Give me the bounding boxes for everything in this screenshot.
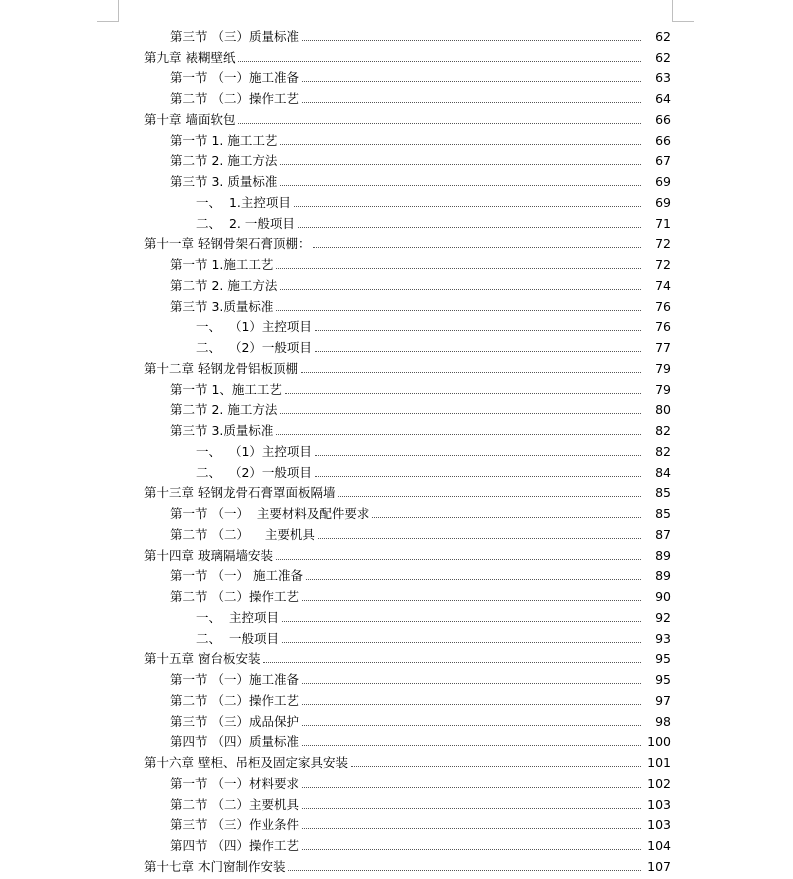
toc-entry-page-number: 69	[655, 194, 671, 210]
toc-entry-page-number: 93	[655, 630, 671, 646]
toc-entry[interactable]	[0, 44, 671, 65]
toc-entry-page-number: 76	[655, 319, 671, 335]
toc-entry[interactable]	[0, 417, 671, 438]
toc-entry-label: 第一节 1.施工工艺	[170, 257, 274, 272]
dot-leader	[280, 164, 641, 165]
toc-entry-label: 二、 （2）一般项目	[196, 340, 312, 355]
dot-leader	[276, 434, 641, 435]
toc-entry-label: 第四节 （四）质量标准	[170, 734, 299, 750]
toc-entry-page-number: 89	[655, 568, 671, 584]
toc-entry[interactable]	[0, 251, 671, 272]
dot-leader	[302, 704, 641, 705]
toc-entry-label: 二、 2. 一般项目	[196, 215, 295, 231]
toc-entry-label: 第十一章 轻钢骨架石膏顶棚：	[144, 236, 311, 252]
toc-entry[interactable]	[0, 604, 671, 625]
toc-entry-page-number: 85	[655, 506, 671, 521]
toc-entry[interactable]	[0, 314, 671, 335]
toc-entry-page-number: 66	[655, 132, 671, 148]
dot-leader	[302, 808, 641, 809]
toc-entry[interactable]	[0, 687, 671, 708]
toc-entry-label: 第十三章 轻钢龙骨石膏罩面板隔墙	[144, 485, 336, 501]
toc-entry[interactable]	[0, 376, 671, 397]
toc-entry-label: 第二节 （二）操作工艺	[170, 589, 299, 604]
toc-entry[interactable]	[0, 749, 671, 770]
toc-entry-page-number: 71	[655, 215, 671, 231]
toc-entry-page-number: 103	[647, 817, 671, 833]
dot-leader	[315, 476, 641, 477]
dot-leader	[280, 185, 641, 186]
toc-entry[interactable]	[0, 459, 671, 480]
toc-entry-label: 第十二章 轻钢龙骨铝板顶棚	[144, 360, 298, 376]
toc-entry-label: 一、 主控项目	[196, 609, 279, 625]
toc-entry-label: 第十六章 壁柜、吊柜及固定家具安装	[144, 755, 348, 770]
toc-entry-page-number: 101	[647, 755, 671, 770]
toc-entry[interactable]	[0, 168, 671, 189]
toc-entry[interactable]	[0, 832, 671, 853]
toc-entry-page-number: 103	[647, 796, 671, 812]
toc-entry[interactable]	[0, 334, 671, 355]
dot-leader	[238, 123, 641, 124]
table-of-contents	[0, 23, 793, 874]
toc-entry[interactable]	[0, 521, 671, 542]
toc-entry[interactable]	[0, 293, 671, 314]
crop-mark-top-right-horizontal	[672, 21, 694, 22]
toc-entry-label: 一、 1.主控项目	[196, 194, 291, 210]
toc-entry-label: 第四节 （四）操作工艺	[170, 838, 299, 853]
toc-entry[interactable]	[0, 791, 671, 812]
toc-entry[interactable]	[0, 272, 671, 293]
toc-entry-page-number: 95	[655, 651, 671, 667]
toc-entry[interactable]	[0, 708, 671, 729]
dot-leader	[276, 559, 641, 560]
toc-entry[interactable]	[0, 666, 671, 687]
dot-leader	[315, 351, 641, 352]
toc-entry[interactable]	[0, 397, 671, 418]
dot-leader	[276, 310, 641, 311]
toc-entry-page-number: 79	[655, 381, 671, 397]
toc-entry-page-number: 79	[655, 360, 671, 376]
toc-entry[interactable]	[0, 65, 671, 86]
toc-entry-label: 第一节 （一）施工准备	[170, 672, 299, 687]
toc-entry-label: 第一节 （一）材料要求	[170, 775, 299, 791]
toc-entry-label: 第十七章 木门窗制作安装	[144, 858, 286, 874]
dot-leader	[302, 81, 641, 82]
toc-entry-label: 第三节 3.质量标准	[170, 298, 274, 314]
dot-leader	[318, 538, 641, 539]
dot-leader	[302, 745, 641, 746]
crop-mark-top-left-horizontal	[97, 21, 119, 22]
toc-entry-page-number: 85	[655, 485, 671, 501]
dot-leader	[306, 579, 641, 580]
toc-entry-label: 第十章 墙面软包	[144, 111, 236, 127]
toc-entry-page-number: 77	[655, 340, 671, 355]
toc-entry-page-number: 67	[655, 153, 671, 169]
dot-leader	[280, 413, 641, 414]
toc-entry-page-number: 84	[655, 464, 671, 480]
dot-leader	[301, 372, 641, 373]
dot-leader	[282, 621, 641, 622]
toc-entry-label: 一、 （1）主控项目	[196, 319, 312, 335]
toc-entry-page-number: 95	[655, 672, 671, 687]
dot-leader	[302, 725, 641, 726]
toc-entry-page-number: 82	[655, 423, 671, 438]
toc-entry-label: 第九章 裱糊壁纸	[144, 49, 236, 65]
toc-entry-page-number: 66	[655, 111, 671, 127]
toc-entry[interactable]	[0, 480, 671, 501]
toc-entry[interactable]	[0, 542, 671, 563]
toc-entry[interactable]	[0, 210, 671, 231]
toc-entry-page-number: 69	[655, 174, 671, 189]
dot-leader	[302, 828, 641, 829]
toc-entry-label: 第十五章 窗台板安装	[144, 651, 261, 667]
dot-leader	[302, 849, 641, 850]
toc-entry-label: 第二节 2. 施工方法	[170, 277, 278, 293]
toc-entry-page-number: 100	[647, 734, 671, 750]
toc-entry[interactable]	[0, 563, 671, 584]
dot-leader	[238, 61, 641, 62]
toc-entry-page-number: 82	[655, 443, 671, 459]
toc-entry-label: 一、 （1）主控项目	[196, 443, 312, 459]
toc-entry[interactable]	[0, 127, 671, 148]
dot-leader	[263, 662, 641, 663]
dot-leader	[302, 40, 641, 41]
toc-entry-page-number: 72	[655, 257, 671, 272]
dot-leader	[351, 766, 641, 767]
dot-leader	[302, 600, 641, 601]
toc-entry-label: 第三节 3. 质量标准	[170, 174, 278, 189]
toc-entry-page-number: 64	[655, 91, 671, 106]
toc-entry-label: 第一节 （一） 主要材料及配件要求	[170, 506, 370, 521]
toc-entry-label: 第二节 （二）操作工艺	[170, 692, 299, 708]
toc-entry[interactable]	[0, 106, 671, 127]
toc-entry[interactable]	[0, 812, 671, 833]
toc-entry-label: 第二节 2. 施工方法	[170, 402, 278, 418]
crop-mark-top-left-vertical	[118, 0, 119, 21]
toc-entry-page-number: 97	[655, 692, 671, 708]
dot-leader	[280, 144, 641, 145]
toc-entry-label: 第三节 （三）作业条件	[170, 817, 299, 833]
dot-leader	[315, 455, 641, 456]
toc-entry-page-number: 102	[647, 775, 671, 791]
toc-entry[interactable]	[0, 23, 671, 44]
toc-entry[interactable]	[0, 770, 671, 791]
toc-entry-page-number: 90	[655, 589, 671, 604]
toc-entry[interactable]	[0, 148, 671, 169]
dot-leader	[338, 496, 641, 497]
dot-leader	[285, 393, 641, 394]
toc-entry[interactable]	[0, 438, 671, 459]
dot-leader	[288, 870, 641, 871]
dot-leader	[372, 517, 641, 518]
toc-entry-page-number: 63	[655, 70, 671, 86]
toc-entry-label: 二、 一般项目	[196, 630, 279, 646]
crop-mark-top-right-vertical	[672, 0, 673, 21]
toc-entry-page-number: 74	[655, 277, 671, 293]
toc-entry-page-number: 62	[655, 49, 671, 65]
toc-entry[interactable]	[0, 500, 671, 521]
toc-entry-label: 第十四章 玻璃隔墙安装	[144, 547, 273, 563]
toc-entry-label: 第三节 3.质量标准	[170, 423, 274, 438]
toc-entry-label: 第二节 （二）主要机具	[170, 796, 299, 812]
toc-entry-page-number: 87	[655, 526, 671, 542]
toc-entry-label: 第三节 （三）质量标准	[170, 28, 299, 44]
toc-entry[interactable]	[0, 646, 671, 667]
dot-leader	[302, 683, 641, 684]
toc-entry[interactable]	[0, 189, 671, 210]
dot-leader	[298, 227, 641, 228]
dot-leader	[280, 289, 641, 290]
toc-entry-page-number: 107	[647, 858, 671, 874]
toc-entry-label: 第一节 1、施工工艺	[170, 381, 282, 397]
toc-entry-page-number: 62	[655, 28, 671, 44]
toc-entry-page-number: 92	[655, 609, 671, 625]
toc-entry-page-number: 89	[655, 547, 671, 563]
toc-entry[interactable]	[0, 355, 671, 376]
dot-leader	[313, 247, 641, 248]
toc-entry-label: 第二节 （二） 主要机具	[170, 526, 315, 542]
toc-entry-label: 第二节 （二）操作工艺	[170, 91, 299, 106]
dot-leader	[282, 642, 641, 643]
dot-leader	[315, 330, 641, 331]
toc-entry-page-number: 72	[655, 236, 671, 252]
toc-entry-page-number: 98	[655, 713, 671, 729]
toc-entry[interactable]	[0, 231, 671, 252]
dot-leader	[302, 787, 641, 788]
toc-entry-label: 第一节 （一）施工准备	[170, 70, 299, 86]
toc-entry[interactable]	[0, 729, 671, 750]
dot-leader	[276, 268, 641, 269]
toc-entry-page-number: 76	[655, 298, 671, 314]
toc-entry-label: 第一节 （一） 施工准备	[170, 568, 303, 584]
dot-leader	[294, 206, 641, 207]
toc-entry-page-number: 80	[655, 402, 671, 418]
toc-entry-page-number: 104	[647, 838, 671, 853]
toc-entry-label: 第二节 2. 施工方法	[170, 153, 278, 169]
toc-entry[interactable]	[0, 583, 671, 604]
toc-entry-label: 第一节 1. 施工工艺	[170, 132, 278, 148]
toc-entry-label: 第三节 （三）成品保护	[170, 713, 299, 729]
toc-entry[interactable]	[0, 625, 671, 646]
toc-entry[interactable]	[0, 853, 671, 874]
toc-entry-label: 二、 （2）一般项目	[196, 464, 312, 480]
dot-leader	[302, 102, 641, 103]
toc-entry[interactable]	[0, 85, 671, 106]
